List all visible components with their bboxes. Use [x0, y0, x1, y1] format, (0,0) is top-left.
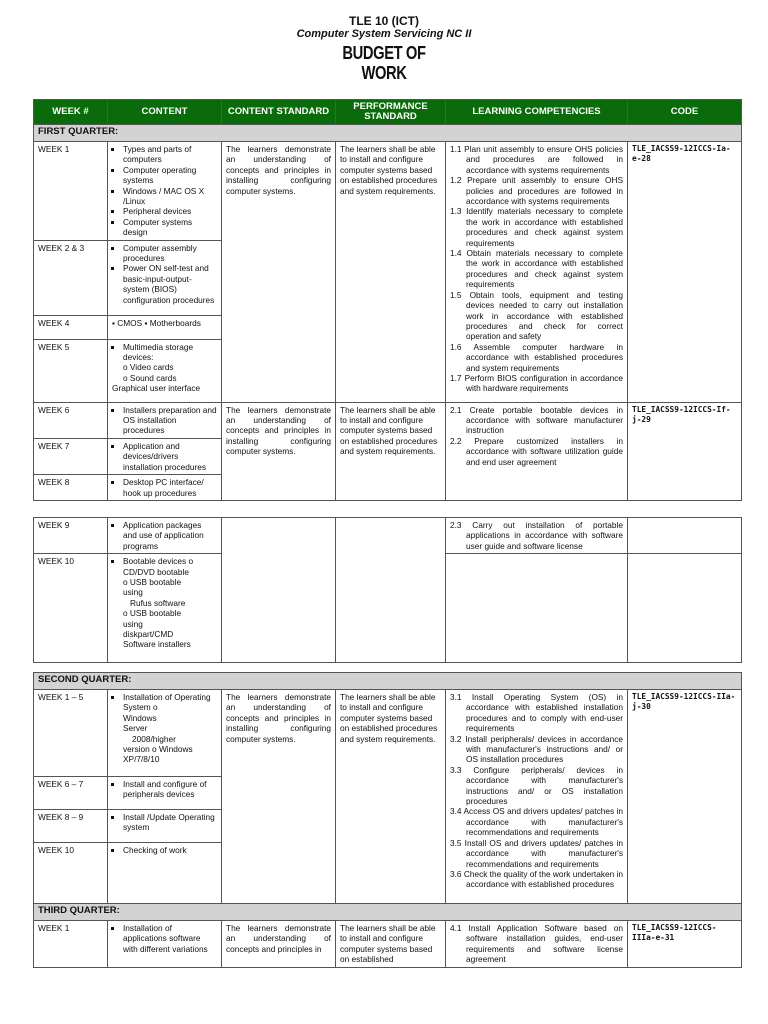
- performance-standard-cell: The learners shall be able to install and configure computer systems based on established: [336, 921, 446, 968]
- competency: 3.2 Install peripherals/ devices in accordance with manufacturer's instructions and/ or OS installation procedures: [450, 733, 623, 765]
- col-learning-competencies: LEARNING COMPETENCIES: [446, 100, 628, 125]
- sub-item: o USB bootable: [123, 608, 182, 619]
- list-item: ▪ Windows / MAC OS X /Linux: [123, 186, 217, 207]
- week-cell: WEEK 5: [34, 339, 108, 402]
- empty-cell: [628, 518, 742, 554]
- competency: 3.5 Install OS and drivers updates/ patches in accordance with manufacturer's recommendations and requirements: [450, 837, 623, 869]
- list-item: ▪ Types and parts of computers: [123, 144, 217, 165]
- content-tail: Graphical user interface: [112, 383, 201, 394]
- competency: 1.7 Perform BIOS configuration in accordance with hardware requirements: [450, 372, 623, 394]
- list-item: ▪ Installation of applications software with different variations: [123, 923, 217, 954]
- content-cell: [108, 518, 222, 554]
- content-standard-cell: The learners demonstrate an understanding of concepts and principles in: [222, 921, 336, 968]
- list-item: ▪ Installers preparation and OS installation procedures: [123, 405, 217, 436]
- competency: 1.3 Identify materials necessary to complete the work in accordance with established procedures and check against system requirements: [450, 206, 623, 248]
- list-item: ▪ Computer systems design: [123, 217, 217, 238]
- second-quarter-label: SECOND QUARTER:: [34, 673, 742, 690]
- table-header-row: [34, 100, 742, 125]
- code-cell: TLE_IACSS9-12ICCS-IIIa-e-31: [628, 921, 742, 968]
- budget-table-part1: [33, 99, 742, 501]
- sub-item: o Sound cards: [123, 372, 177, 383]
- content-cell: [108, 843, 222, 904]
- col-week: WEEK #: [34, 100, 108, 125]
- list-item: ▪ Computer operating systems: [123, 165, 217, 186]
- table-row: [34, 921, 742, 968]
- competency: 1.2 Prepare unit assembly to ensure OHS policies and procedures are followed in accordance with systems requirements: [450, 175, 623, 207]
- week-cell: WEEK 1 – 5: [34, 690, 108, 777]
- competency: 1.5 Obtain tools, equipment and testing devices needed to carry out installation work in accordance with established procedures and check for correct operation and safety: [450, 289, 623, 342]
- code-cell: TLE_IACSS9-12ICCS-Ia-e-28: [628, 142, 742, 403]
- week-cell: WEEK 8: [34, 475, 108, 501]
- content-cell: [108, 475, 222, 501]
- content-cell: ▪ CMOS ▪ Motherboards: [108, 315, 222, 339]
- content-cell: [108, 690, 222, 777]
- col-content-standard: CONTENT STANDARD: [222, 100, 336, 125]
- quarter-row: [34, 125, 742, 142]
- performance-standard-cell: The learners shall be able to install and configure computer systems based on established procedures and system requirements.: [336, 142, 446, 403]
- sub-item: Rufus software: [130, 597, 186, 608]
- competency: 2.1 Create portable bootable devices in accordance with software manufacturer instruction: [450, 404, 623, 436]
- competency: 1.6 Assemble computer hardware in accordance with established procedures and system requirements: [450, 341, 623, 373]
- content-standard-cell: The learners demonstrate an understanding of concepts and principles in installing configuring computer systems.: [222, 142, 336, 403]
- list-item: ▪ Install and configure of peripherals devices: [123, 779, 217, 800]
- col-performance-standard: PERFORMANCE STANDARD: [336, 100, 446, 125]
- competency: 3.1 Install Operating System (OS) in accordance with established installation procedures and to comply with end-user requirements: [450, 692, 623, 734]
- list-item: ▪ Peripheral devices: [123, 206, 217, 216]
- week-cell: WEEK 10: [34, 843, 108, 904]
- competency: 3.4 Access OS and drivers updates/ patches in accordance with manufacturer's recommendations and requirements: [450, 806, 623, 838]
- competency: 3.6 Check the quality of the work undertaken in accordance with established procedures: [450, 868, 623, 890]
- table-row: [34, 690, 742, 777]
- week-cell: WEEK 2 & 3: [34, 240, 108, 315]
- code-cell: TLE_IACSS9-12ICCS-If-j-29: [628, 402, 742, 500]
- budget-title-line1: BUDGET OF: [342, 43, 426, 63]
- table-row: [34, 402, 742, 438]
- week-cell: WEEK 1: [34, 921, 108, 968]
- content-standard-cell: The learners demonstrate an understanding of concepts and principles in installing configuring computer systems.: [222, 402, 336, 500]
- competency: 2.3 Carry out installation of portable applications in accordance with software user guide and software license: [450, 520, 623, 551]
- table-row: [34, 142, 742, 241]
- competency: 1.1 Plan unit assembly to ensure OHS policies and procedures are followed in accordance with systems requirements: [450, 144, 623, 175]
- empty-cell: [446, 554, 628, 663]
- week-cell: WEEK 9: [34, 518, 108, 554]
- sub-item: XP/7/8/10: [123, 754, 160, 765]
- content-cell: [108, 777, 222, 810]
- sub-item: o Video cards: [123, 362, 174, 373]
- list-item: ▪ Power ON self-test and basic-input-output-system (BIOS) configuration procedures: [123, 263, 217, 305]
- content-cell: [108, 142, 222, 241]
- list-item: ▪ Multimedia storage devices:: [123, 342, 217, 363]
- performance-standard-cell: The learners shall be able to install and configure computer systems based on established procedures and system requirements.: [336, 690, 446, 904]
- week-cell: WEEK 8 – 9: [34, 810, 108, 843]
- third-quarter-label: THIRD QUARTER:: [34, 904, 742, 921]
- competency: 2.2 Prepare customized installers in accordance with software utilization guide and end user agreement: [450, 435, 623, 467]
- list-item: ▪ Install /Update Operating system: [123, 812, 217, 833]
- code-cell: TLE_IACSS9-12ICCS-IIa-j-30: [628, 690, 742, 904]
- content-cell: [108, 240, 222, 315]
- budget-table-part2: [33, 517, 742, 663]
- first-quarter-label: FIRST QUARTER:: [34, 125, 742, 142]
- competency: 1.4 Obtain materials necessary to complete the work in accordance with established procedures and check against system requirements: [450, 248, 623, 290]
- sub-item: using: [123, 587, 143, 598]
- performance-standard-cell: The learners shall be able to install and configure computer systems based on established procedures and system requirements.: [336, 402, 446, 500]
- content-cell: [108, 554, 222, 663]
- empty-cell: [336, 518, 446, 663]
- competencies-cell: [446, 921, 628, 968]
- competency: 4.1 Install Application Software based on software installation guides, end-user requirements and software license agreement: [450, 923, 623, 965]
- content-cell: [108, 810, 222, 843]
- col-content: CONTENT: [108, 100, 222, 125]
- sub-item: version o Windows: [123, 744, 193, 755]
- col-code: CODE: [628, 100, 742, 125]
- content-cell: [108, 438, 222, 474]
- competency: 3.3 Configure peripherals/ devices in accordance with manufacturer's instructions and/ or OS installation procedures: [450, 764, 623, 807]
- sub-item: 2008/higher: [132, 733, 176, 744]
- competencies-cell: [446, 142, 628, 403]
- budget-table-part3: [33, 672, 742, 968]
- sub-item: using: [123, 618, 143, 629]
- quarter-row: [34, 673, 742, 690]
- sub-item: CD/DVD bootable: [123, 566, 189, 577]
- week-cell: WEEK 6: [34, 402, 108, 438]
- sub-item: Server: [123, 723, 148, 734]
- list-item: ▪ Bootable devices o: [123, 556, 217, 566]
- week-cell: WEEK 7: [34, 438, 108, 474]
- week-cell: WEEK 10: [34, 554, 108, 663]
- list-item: ▪ Application packages and use of application programs: [123, 520, 217, 551]
- sub-item: diskpart/CMD: [123, 629, 174, 640]
- content-standard-cell: The learners demonstrate an understanding of concepts and principles in installing configuring computer systems.: [222, 690, 336, 904]
- quarter-row: [34, 904, 742, 921]
- document-subtitle: Computer System Servicing NC II: [296, 28, 472, 40]
- list-item: ▪ Application and devices/drivers installation procedures: [123, 441, 217, 472]
- week-cell: WEEK 6 – 7: [34, 777, 108, 810]
- sub-item: Windows: [123, 712, 157, 723]
- empty-cell: [222, 518, 336, 663]
- empty-cell: [628, 554, 742, 663]
- budget-title-line2: WORK: [361, 63, 407, 83]
- document-title: TLE 10 (ICT): [348, 14, 419, 28]
- list-item: ▪ Desktop PC interface/ hook up procedures: [123, 477, 217, 498]
- competencies-cell: [446, 690, 628, 904]
- list-item: ▪ Checking of work: [123, 845, 217, 855]
- content-cell: [108, 402, 222, 438]
- table-row: [34, 518, 742, 554]
- competencies-cell: [446, 402, 628, 500]
- week-cell: WEEK 4: [34, 315, 108, 339]
- sub-item: o USB bootable: [123, 577, 182, 588]
- budget-title: [69, 43, 699, 83]
- week-cell: WEEK 1: [34, 142, 108, 241]
- competencies-cell: [446, 518, 628, 554]
- list-item: ▪ Installation of Operating System o: [123, 692, 217, 713]
- list-item: ▪ Computer assembly procedures: [123, 243, 217, 264]
- sub-item: Software installers: [123, 639, 191, 650]
- content-cell: [108, 921, 222, 968]
- content-cell: [108, 339, 222, 402]
